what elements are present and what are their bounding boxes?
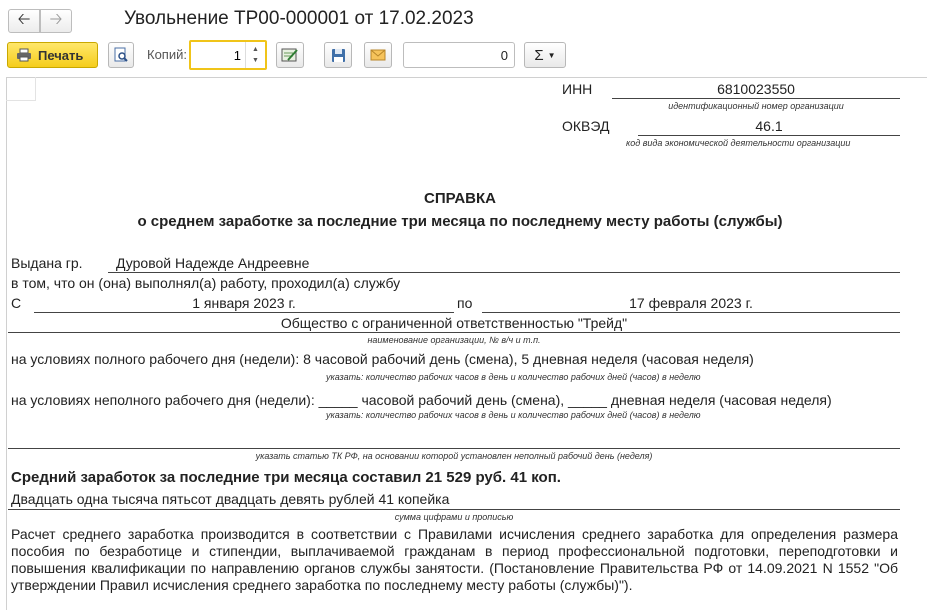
chevron-down-icon: ▼ — [547, 50, 556, 60]
doc-subheading: о среднем заработке за последние три месяца по последнему месту работы (службы) — [137, 213, 783, 230]
sigma-icon: Σ — [534, 46, 544, 64]
issued-label: Выдана гр. — [11, 255, 83, 271]
issued-underline — [108, 272, 900, 273]
print-button[interactable] — [7, 42, 98, 68]
spin-down-icon[interactable]: ▼ — [252, 57, 259, 64]
edit-icon — [281, 47, 299, 63]
inn-label: ИНН — [562, 81, 593, 97]
arrow-right-icon: 🡢 — [49, 10, 63, 28]
avg-earnings-text: Средний заработок за последние три месяца составил 21 529 руб. 41 коп. — [11, 469, 561, 486]
save-button[interactable] — [324, 42, 352, 68]
partday-text: на условиях неполного рабочего дня (недели): _____ часовой рабочий день (смена), _____ дневная неделя (часовая неделя) — [11, 392, 832, 408]
article-underline — [8, 448, 900, 449]
forward-button[interactable] — [40, 9, 72, 33]
spin-up-icon[interactable]: ▲ — [252, 46, 259, 53]
copies-input[interactable] — [191, 42, 245, 68]
okved-caption: код вида экономической деятельности организации — [626, 138, 851, 148]
worked-text: в том, что он (она) выполнял(а) работу, проходил(а) службу — [11, 275, 401, 291]
window-title: Увольнение ТР00-000001 от 17.02.2023 — [124, 8, 474, 29]
from-date: 1 января 2023 г. — [192, 295, 296, 311]
edit-button[interactable] — [276, 42, 304, 68]
print-label: Печать — [38, 47, 84, 63]
doc-heading: СПРАВКА — [424, 190, 496, 207]
from-underline — [34, 312, 454, 313]
to-label: по — [457, 295, 473, 311]
mail-button[interactable] — [364, 42, 392, 68]
sum-field: 0 — [403, 42, 515, 68]
inn-caption: идентификационный номер организации — [668, 101, 844, 111]
envelope-icon — [370, 49, 386, 61]
printer-icon — [16, 48, 32, 62]
avg-caption: сумма цифрами и прописью — [394, 512, 514, 522]
arrow-left-icon: 🡠 — [17, 10, 31, 28]
fullday-caption: указать: количество рабочих часов в день и количество рабочих дней (часов) в неделю — [326, 372, 701, 382]
sheet-corner-cell — [6, 77, 36, 101]
okved-value: 46.1 — [755, 118, 783, 134]
okved-label: ОКВЭД — [562, 118, 610, 134]
to-date: 17 февраля 2023 г. — [629, 295, 753, 311]
magnifier-icon — [113, 47, 129, 63]
from-label: С — [11, 295, 22, 311]
copies-spinner[interactable] — [245, 42, 265, 68]
org-underline — [8, 332, 900, 333]
to-underline — [482, 312, 900, 313]
preview-button[interactable] — [108, 42, 134, 68]
issued-name: Дуровой Надежде Андреевне — [116, 255, 310, 271]
article-caption: указать статью ТК РФ, на основании которой установлен неполный рабочий день (неделя) — [255, 451, 653, 461]
partday-caption: указать: количество рабочих часов в день и количество рабочих дней (часов) в неделю — [326, 410, 701, 420]
back-button[interactable] — [8, 9, 40, 33]
sum-menu-button[interactable] — [524, 42, 566, 68]
copies-label: Копий: — [147, 47, 187, 62]
avg-underline — [8, 509, 900, 510]
copies-field[interactable] — [189, 40, 267, 70]
okved-underline — [638, 135, 900, 136]
inn-value: 6810023550 — [717, 81, 795, 97]
calculation-note: Расчет среднего заработка производится в соответствии с Правилами исчисления среднего заработка для определения размера пособия по безработице и стипендии, выплачиваемой гражданам в период профессиональной подготовки, переподготовки и повышения квалификации по направлению органов службы занятости. (Постановление Правительства РФ от 14.09.2021 N 1552 "Об утверждении Правил исчисления среднего заработка по последнему месту работы (службы)"). — [11, 526, 898, 593]
org-caption: наименование организации, № в/ч и т.п. — [367, 335, 541, 345]
fullday-text: на условиях полного рабочего дня (недели): 8 часовой рабочий день (смена), 5 дневная неделя (часовая неделя) — [11, 351, 754, 367]
floppy-disk-icon — [331, 48, 346, 63]
org-name: Общество с ограниченной ответственностью "Трейд" — [280, 315, 628, 331]
inn-underline — [612, 98, 900, 99]
avg-earnings-words: Двадцать одна тысяча пятьсот двадцать девять рублей 41 копейка — [11, 491, 450, 507]
